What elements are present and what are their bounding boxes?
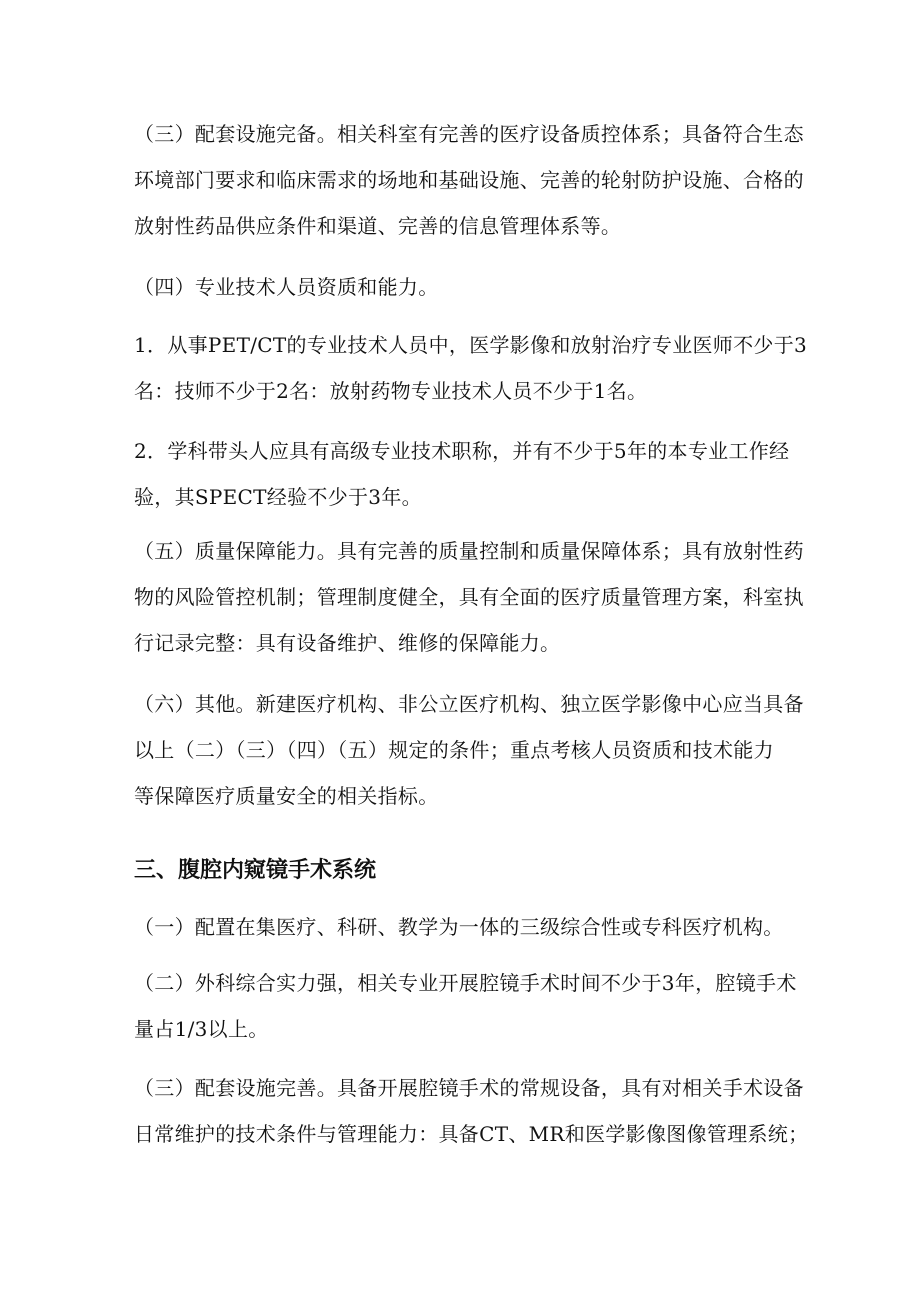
text-line: （四）专业技术人员资质和能力。 xyxy=(134,275,439,299)
paragraph-facilities-pet xyxy=(134,111,804,249)
text-line: 放射性药品供应条件和渠道、完善的信息管理体系等。 xyxy=(134,214,622,238)
text-line: 量占1/3以上。 xyxy=(134,1017,269,1041)
paragraph-surgical-strength xyxy=(134,960,797,1052)
text-line: 等保障医疗质量安全的相关指标。 xyxy=(134,784,439,808)
text-line: （三）配套设施完备。相关科室有完善的医疗设备质控体系；具备符合生态 xyxy=(134,122,804,146)
paragraph-quality-assurance xyxy=(134,528,804,666)
section-heading: 三、腹腔内窥镜手术系统 xyxy=(134,858,377,883)
paragraph-item-2 xyxy=(134,428,794,520)
paragraph-item-1 xyxy=(134,322,808,414)
text-line: 环境部门要求和临床需求的场地和基础设施、完善的轮射防护设施、合格的 xyxy=(134,168,804,192)
paragraph-configuration xyxy=(134,904,794,950)
text-line: 物的风险管控机制；管理制度健全，具有全面的医疗质量管理方案，科室执 xyxy=(134,585,804,609)
text-line: （二）外科综合实力强，相关专业开展腔镜手术时间不少于3年，腔镜手术 xyxy=(134,971,797,995)
text-line: 名：技师不少于2名：放射药物专业技术人员不少于1名。 xyxy=(134,379,648,403)
text-line: 验，其SPECT经验不少于3年。 xyxy=(134,485,422,509)
text-line: （三）配套设施完善。具备开展腔镜手术的常规设备，具有对相关手术设备 xyxy=(134,1076,804,1100)
text-line: （六）其他。新建医疗机构、非公立医疗机构、独立医学影像中心应当具备 xyxy=(134,692,804,716)
text-line: 1．从事PET/CT的专业技术人员中，医学影像和放射治疗专业医师不少于3 xyxy=(134,333,808,357)
text-line: 行记录完整：具有设备维护、维修的保障能力。 xyxy=(134,631,561,655)
text-line: （一）配置在集医疗、科研、教学为一体的三级综合性或专科医疗机构。 xyxy=(134,915,784,939)
paragraph-facilities-laparoscopy xyxy=(134,1065,809,1157)
text-line: （五）质量保障能力。具有完善的质量控制和质量保障体系；具有放射性药 xyxy=(134,539,804,563)
text-line: 2．学科带头人应具有高级专业技术职称，并有不少于5年的本专业工作经 xyxy=(134,439,790,463)
paragraph-other xyxy=(134,681,804,819)
text-line: 以上（二）（三）（四）（五）规定的条件；重点考核人员资质和技术能力 xyxy=(134,738,774,762)
paragraph-staff-qualification xyxy=(134,264,794,310)
text-line: 日常维护的技术条件与管理能力：具备CT、MR和医学影像图像管理系统； xyxy=(134,1122,809,1146)
